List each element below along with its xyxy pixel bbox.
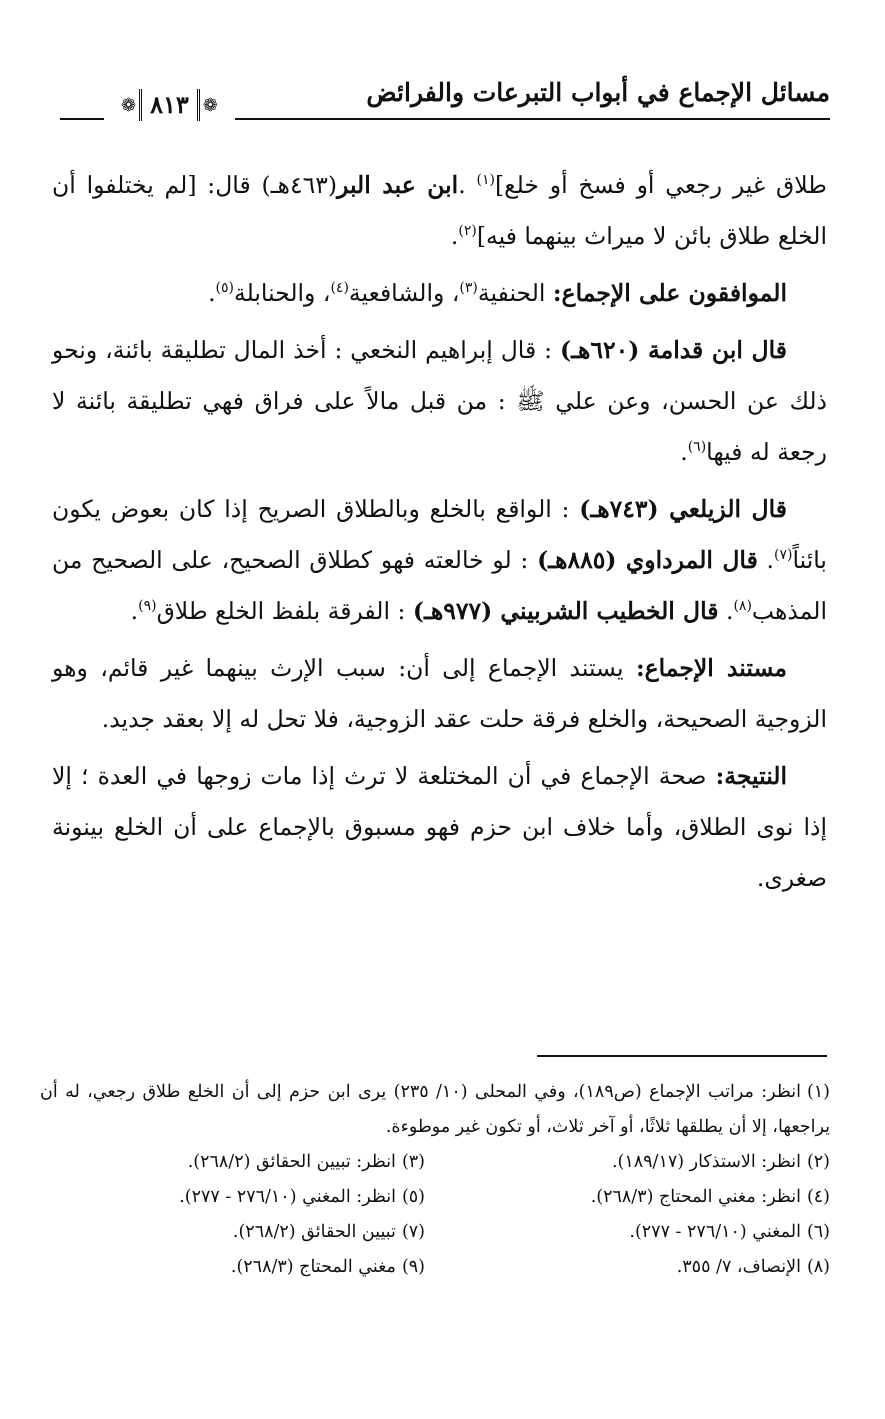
text-run: . (458, 171, 477, 199)
footnote-item (445, 1180, 830, 1215)
bold-term: مستند الإجماع: (635, 654, 787, 682)
paragraph (52, 268, 827, 319)
footnote-item (40, 1075, 830, 1145)
text-run: . (718, 597, 734, 625)
footnote-text: الإنصاف، ٧/ ٣٥٥. (676, 1257, 801, 1277)
footnote-number: (٦) (806, 1222, 830, 1242)
bold-term: قال الخطيب الشربيني (٩٧٧هـ) (412, 597, 719, 625)
ornament-icon: ❁ (121, 94, 137, 116)
bold-term: ابن عبد البر (337, 171, 459, 199)
text-run: : قال إبراهيم النخعي : أخذ المال تطليقة بائنة، ونحو ذلك عن الحسن، وعن علي ﷺ : من قبل مالاً على فراق فهي تطليقة بائنة لا رجعة له فيها (52, 336, 827, 466)
footnote-item (40, 1250, 425, 1285)
text-run: . (757, 546, 775, 574)
bold-term: قال الزيلعي (٧٤٣هـ) (579, 495, 787, 523)
footnotes (40, 1075, 830, 1285)
footnote-text: انظر: الاستذكار (١٨٩/١٧). (611, 1152, 801, 1172)
paragraph (52, 643, 827, 745)
footnote-text: مغني المحتاج (٢٦٨/٣). (230, 1257, 396, 1277)
footnote-grid (40, 1145, 830, 1285)
footnote-number: (١) (806, 1082, 830, 1102)
paragraph (52, 160, 827, 262)
footnote-number: (٢) (806, 1152, 830, 1172)
text-run: يستند الإجماع إلى أن: سبب الإرث بينهما غير قائم، وهو الزوجية الصحيحة، والخلع فرقة حلت عقد الزوجية، فلا تحل له إلا بعقد جديد. (52, 654, 827, 733)
text-run: . (130, 597, 139, 625)
paragraph (52, 751, 827, 904)
footnote-number: (٧) (401, 1222, 425, 1242)
footnote-ref: (٥) (215, 280, 235, 297)
ornament-icon: ❁ (202, 94, 218, 116)
footnote-number: (٨) (806, 1257, 830, 1277)
text-run: ، والحنابلة (234, 279, 331, 307)
text-run: : لو خالعته فهو كطلاق الصحيح، على الصحيح من المذهب (52, 546, 827, 625)
footnote-text: انظر: المغني (٢٧٦/١٠ - ٢٧٧). (179, 1187, 396, 1207)
bold-term: النتيجة: (715, 762, 787, 790)
text-run: الحنفية (477, 279, 553, 307)
bold-term: الموافقون على الإجماع: (552, 279, 787, 307)
text-run: صحة الإجماع في أن المختلعة لا ترث إذا مات زوجها في العدة ؛ إلا إذا نوى الطلاق، وأما خلاف ابن حزم فهو مسبوق بالإجماع على أن الخلع بينونة صغرى. (52, 762, 827, 892)
text-run: طلاق غير رجعي أو فسخ أو خلع] (494, 171, 827, 199)
page-number: ٨١٣ (139, 89, 200, 121)
footnote-number: (٩) (401, 1257, 425, 1277)
text-run: . (680, 438, 688, 466)
text-run: : الفرقة بلفظ الخلع طلاق (156, 597, 413, 625)
footnote-ref: (٩) (138, 598, 157, 615)
footnote-item (445, 1250, 830, 1285)
page-number-frame (104, 84, 235, 126)
main-text (52, 160, 827, 910)
footnote-item (40, 1180, 425, 1215)
running-title: مسائل الإجماع في أبواب التبرعات والفرائض (366, 78, 830, 107)
footnote-ref: (٧) (774, 547, 793, 564)
footnote-number: (٣) (401, 1152, 425, 1172)
footnote-ref: (٨) (733, 598, 752, 615)
footnote-ref: (٣) (459, 280, 478, 297)
footnote-item (445, 1145, 830, 1180)
footnote-ref: (١) (476, 172, 495, 189)
footnote-text: تبيين الحقائق (٢٦٨/٢). (232, 1222, 396, 1242)
footnote-text: المغني (٢٧٦/١٠ - ٢٧٧). (629, 1222, 801, 1242)
footnote-text: انظر: مغني المحتاج (٢٦٨/٣). (590, 1187, 801, 1207)
text-run: : الواقع بالخلع وبالطلاق الصريح إذا كان بعوض يكون بائناً (52, 495, 827, 574)
footnote-text: انظر: مراتب الإجماع (ص١٨٩)، وفي المحلى (١٠/ ٢٣٥) يرى ابن حزم إلى أن الخلع طلاق رجعي، له أن يراجعها، إلا أن يطلقها ثلاثًا، أو آخر ثلاث، أو تكون غير موطوءة. (40, 1082, 830, 1137)
paragraph (52, 484, 827, 637)
paragraph (52, 325, 827, 478)
footnote-number: (٥) (401, 1187, 425, 1207)
text-run: . (208, 279, 216, 307)
footnote-item (40, 1215, 425, 1250)
bold-term: قال المرداوي (٨٨٥هـ) (537, 546, 758, 574)
footnote-text: انظر: تبيين الحقائق (٢٦٨/٢). (187, 1152, 396, 1172)
footnote-item (40, 1145, 425, 1180)
footnote-ref: (٦) (687, 439, 707, 456)
footnote-ref: (٢) (458, 223, 477, 240)
text-run: (٤٦٣هـ) قال: [لم يختلفوا أن الخلع طلاق بائن لا ميراث بينهما فيه] (52, 171, 827, 250)
text-run: ، والشافعية (348, 279, 460, 307)
footnote-number: (٤) (806, 1187, 830, 1207)
page-header (60, 78, 830, 118)
bold-term: قال ابن قدامة (٦٢٠هـ) (559, 336, 788, 364)
footnote-item (445, 1215, 830, 1250)
footnote-ref: (٤) (330, 280, 349, 297)
text-run: . (450, 222, 459, 250)
footnote-separator (537, 1055, 827, 1057)
